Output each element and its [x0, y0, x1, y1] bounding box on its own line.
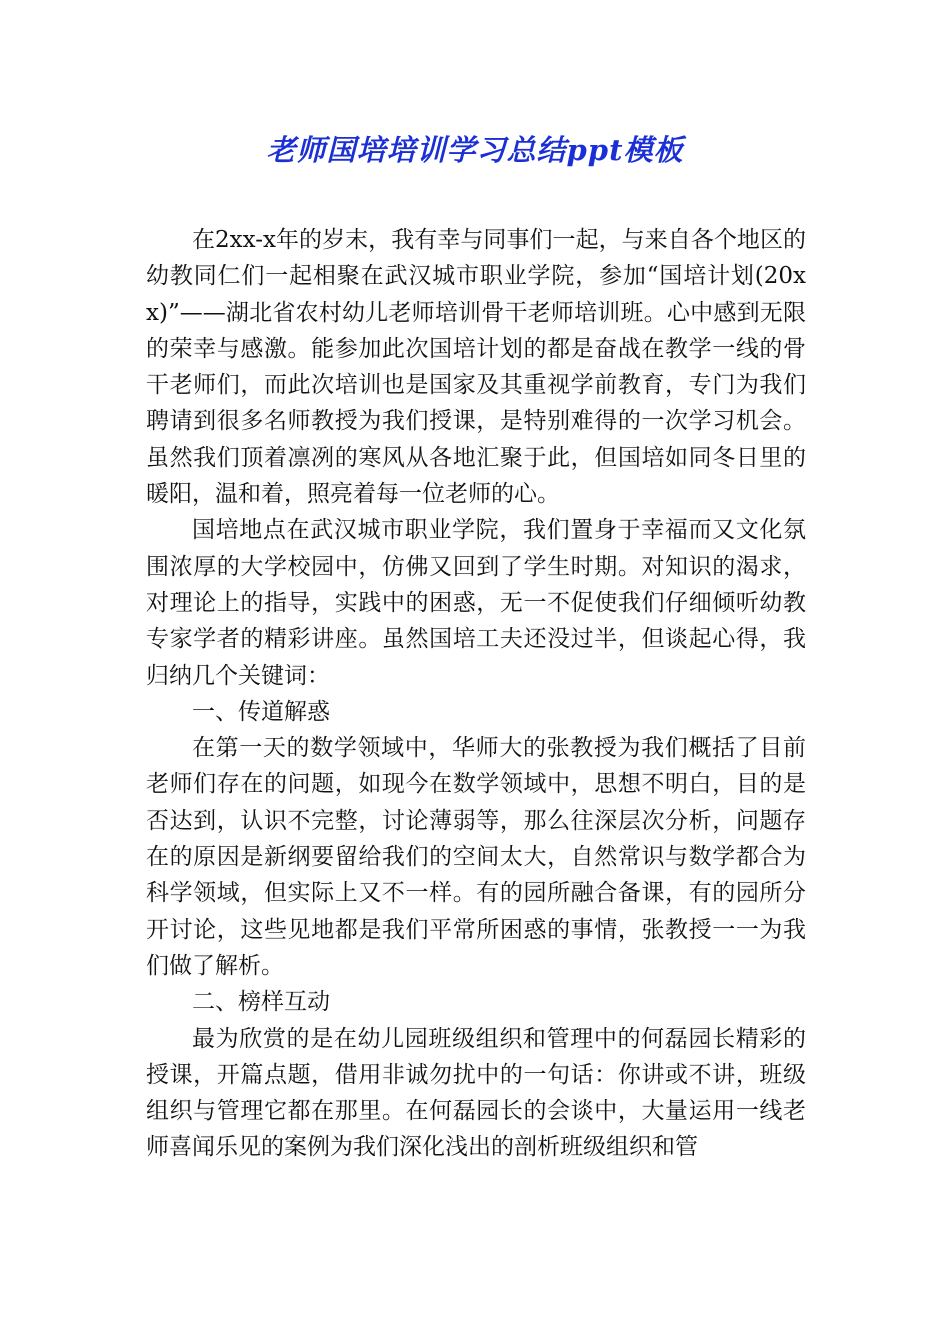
paragraph: 在第一天的数学领域中，华师大的张教授为我们概括了目前老师们存在的问题，如现今在数学领域中，思想不明白，目的是否达到，认识不完整，讨论薄弱等，那么往深层次分析，问题存在的原因是新纲要留给我们的空间太大，自然常识与数学都合为科学领域，但实际上又不一样。有的园所融合备课，有的园所分开讨论，这些见地都是我们平常所困惑的事情，张教授一一为我们做了解析。 — [146, 735, 806, 979]
document-body — [146, 222, 806, 1166]
document-title: 老师国培培训学习总结ppt模板 — [266, 133, 684, 167]
section-heading: 一、传道解惑 — [192, 698, 330, 725]
paragraph: 国培地点在武汉城市职业学院，我们置身于幸福而又文化氛围浓厚的大学校园中，仿佛又回到了学生时期。对知识的渴求，对理论上的指导，实践中的困惑，无一不促使我们仔细倾听幼教专家学者的精彩讲座。虽然国培工夫还没过半，但谈起心得，我归纳几个关键词： — [146, 517, 806, 689]
paragraph: 最为欣赏的是在幼儿园班级组织和管理中的何磊园长精彩的授课，开篇点题，借用非诚勿扰中的一句话：你讲或不讲，班级组织与管理它都在那里。在何磊园长的会谈中，大量运用一线老师喜闻乐见的案例为我们深化浅出的剖析班级组织和管 — [146, 1025, 806, 1161]
section-heading: 二、榜样互动 — [192, 989, 330, 1016]
paragraph: 在2xx-x年的岁末，我有幸与同事们一起，与来自各个地区的幼教同仁们一起相聚在武汉城市职业学院，参加“国培计划(20xx)”——湖北省农村幼儿老师培训骨干老师培训班。心中感到无限的荣幸与感激。能参加此次国培计划的都是奋战在教学一线的骨干老师们，而此次培训也是国家及其重视学前教育，专门为我们聘请到很多名师教授为我们授课，是特别难得的一次学习机会。虽然我们顶着凛冽的寒风从各地汇聚于此，但国培如同冬日里的暖阳，温和着，照亮着每一位老师的心。 — [146, 227, 806, 508]
